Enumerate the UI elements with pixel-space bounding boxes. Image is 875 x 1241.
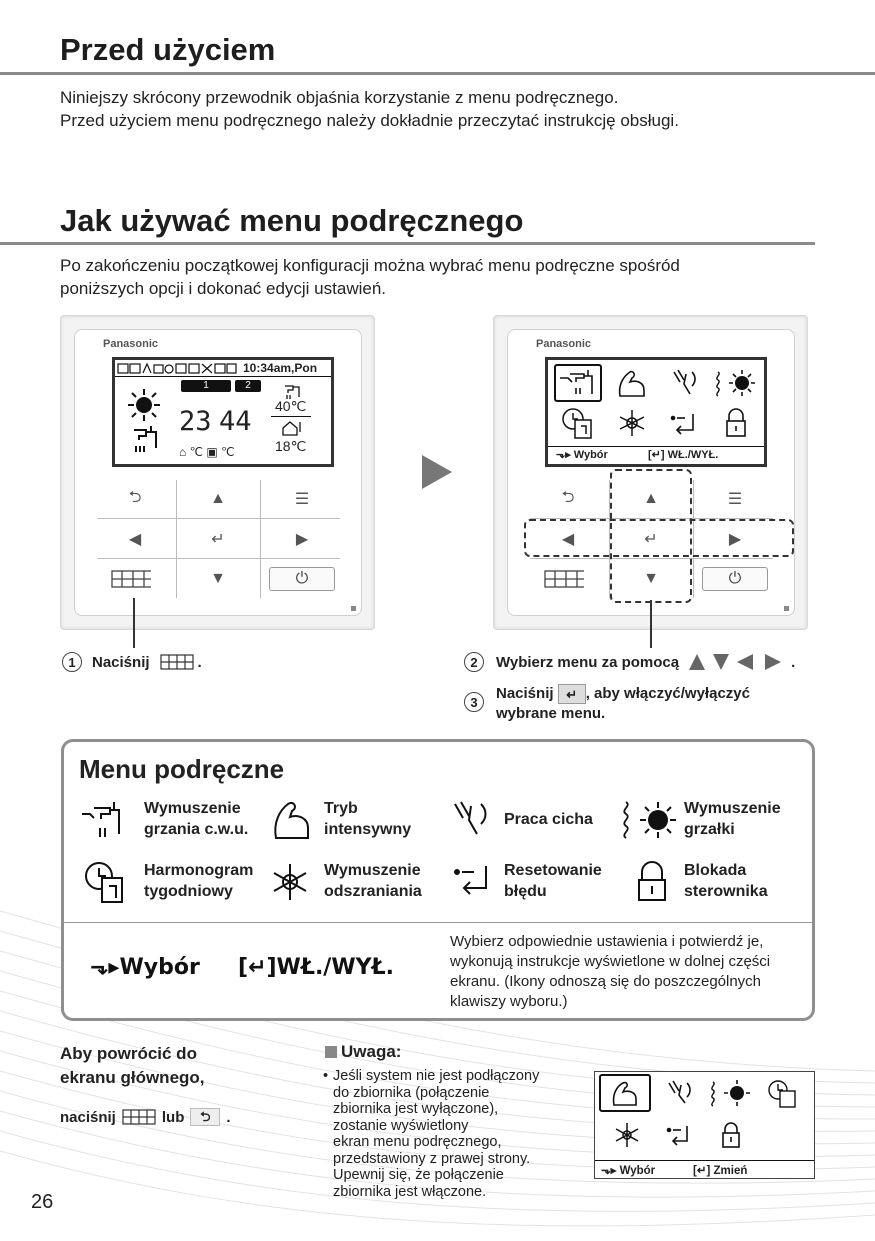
step-1: [62, 652, 202, 672]
power-button[interactable]: ⏻: [269, 567, 335, 591]
note-heading-text: Uwaga:: [341, 1042, 402, 1061]
menu-cell-lock: [707, 1116, 755, 1154]
howto-line-1: Po zakończeniu początkowej konfiguracji można wybrać menu podręczne spośród: [60, 256, 680, 275]
hint-select: ⬎▸ Wybór: [601, 1165, 656, 1177]
callout-line: [133, 598, 135, 648]
item-line: Tryb: [324, 800, 358, 817]
step-number: 3: [464, 692, 484, 712]
step-2: [464, 652, 795, 672]
menu-cell-lock: [712, 404, 760, 442]
status-led: [351, 606, 356, 611]
menu-cell-quiet: [660, 364, 708, 402]
item-line: Blokada: [684, 862, 747, 879]
item-lock-label: [684, 860, 768, 902]
tank-temp-value: 40: [275, 398, 291, 414]
howto-line-2: poniższych opcji i dokonać edycji ustawień.: [60, 279, 387, 298]
arrow-right-icon: [420, 453, 454, 491]
pad-line: [260, 480, 261, 598]
quiet-hand-icon: [664, 1079, 694, 1107]
quick-menu-icon: [122, 1109, 156, 1125]
button-pad: [97, 480, 340, 598]
intro-text: [60, 86, 840, 132]
unit-label: ℃: [189, 445, 204, 459]
return-title-line: Aby powrócić do: [60, 1044, 197, 1063]
status-icons-strip: [117, 362, 237, 376]
note-lines: [333, 1068, 593, 1200]
item-line: błędu: [504, 883, 547, 900]
item-line: grzałki: [684, 821, 735, 838]
outdoor-temp: [275, 438, 306, 455]
item-line: sterownika: [684, 883, 768, 900]
menu-cell-intensive: [599, 1074, 651, 1112]
note-line: ekran menu podręcznego,: [333, 1134, 502, 1150]
lock-icon: [630, 860, 674, 904]
screen-divider: [115, 376, 331, 377]
item-line: Wymuszenie: [684, 800, 781, 817]
quick-menu-icon: [160, 654, 194, 670]
back-button[interactable]: ⮌: [561, 488, 575, 506]
note-square-icon: [325, 1046, 337, 1058]
error-reset-icon: [669, 410, 699, 436]
hint-change-label: Zmień: [713, 1165, 748, 1177]
step-1-text: Naciśnij: [92, 653, 150, 671]
unit-label: ℃: [221, 445, 235, 459]
item-reset-label: [504, 860, 602, 902]
pad-line: [97, 558, 340, 559]
screen-divider: [548, 446, 764, 447]
remote-face: [74, 329, 362, 616]
up-button[interactable]: ▲: [643, 490, 659, 507]
enter-key-icon: ↵: [558, 684, 586, 704]
item-line: tygodniowy: [144, 883, 233, 900]
item-line: Wymuszenie: [324, 862, 421, 879]
note-line: Upewnij się, że połączenie: [333, 1167, 504, 1183]
item-line: intensywny: [324, 821, 412, 838]
menu-cell-weekly: [759, 1074, 807, 1112]
menu-cell-hot-water: [554, 364, 602, 402]
item-heater-label: [684, 798, 781, 840]
return-title: [60, 1042, 205, 1090]
menu-button[interactable]: ☰: [294, 491, 310, 508]
item-intensive-label: [324, 798, 411, 840]
error-reset-icon: [452, 860, 496, 904]
unit-label: ℃: [290, 438, 307, 454]
title-rule: [0, 242, 815, 245]
up-button[interactable]: ▲: [210, 490, 226, 507]
section-title-how-to-use: Jak używać menu podręcznego: [60, 203, 524, 238]
hint-toggle: [↵] WŁ./WYŁ.: [648, 449, 719, 461]
temp-zone2: 44: [219, 406, 252, 437]
arrow-keys-icon: [687, 652, 787, 672]
weekly-timer-icon: [561, 406, 595, 440]
outdoor-temp-value: 18: [275, 438, 291, 454]
power-button[interactable]: ⏻: [702, 567, 768, 591]
weekly-timer-icon: [84, 860, 128, 904]
return-text: naciśnij: [60, 1108, 116, 1126]
title-rule: [0, 72, 875, 75]
note-line: Jeśli system nie jest podłączony: [333, 1068, 540, 1084]
item-quiet-label: Praca cicha: [504, 811, 593, 828]
item-line: Resetowanie: [504, 862, 602, 879]
menu-cell-reset: [655, 1116, 703, 1154]
strong-arm-icon: [270, 798, 314, 842]
right-button[interactable]: ▶: [295, 531, 309, 548]
mini-quick-menu-screen: [594, 1071, 815, 1179]
quick-menu-button[interactable]: [111, 566, 151, 592]
back-icon: ⮌: [190, 1108, 220, 1126]
return-end: .: [226, 1108, 231, 1126]
pad-line: [97, 518, 340, 519]
item-dhw-label: [144, 798, 248, 840]
screen-divider: [595, 1160, 814, 1161]
step-3-text-c: wybrane menu.: [496, 705, 606, 723]
menu-cell-defrost: [603, 1116, 651, 1154]
section-title-before-use: Przed użyciem: [60, 32, 276, 67]
down-button[interactable]: ▼: [210, 570, 226, 587]
menu-cell-quiet: [655, 1074, 703, 1112]
menu-cell-reset: [660, 404, 708, 442]
step-3-text-a: Naciśnij: [496, 685, 554, 702]
panel-description: Wybierz odpowiednie ustawienia i potwierdź je, wykonują instrukcje wyświetlone w dolnej części ekranu. (Ikony odnoszą się do poszczególnych klawiszy wyboru.): [450, 933, 771, 1010]
menu-cell-defrost: [608, 404, 656, 442]
step-2-end: .: [791, 653, 796, 671]
defrost-icon: [268, 860, 312, 904]
item-defrost-label: [324, 860, 422, 902]
back-button[interactable]: ⮌: [128, 488, 142, 506]
menu-cell-heater: [707, 1074, 755, 1112]
screen-divider: [271, 416, 311, 417]
defrost-icon: [615, 407, 649, 439]
callout-line: [650, 600, 652, 648]
intro-line-2: Przed użyciem menu podręcznego należy dokładnie przeczytać instrukcję obsługi.: [60, 111, 679, 130]
item-line: Harmonogram: [144, 862, 254, 879]
zone-units: ⌂ ℃ ▣ ℃: [179, 445, 235, 459]
enter-button[interactable]: ↵: [211, 531, 225, 548]
hint-toggle-label: WŁ./WYŁ.: [667, 449, 719, 461]
note-line: przedstawiony z prawej strony.: [333, 1150, 531, 1167]
item-line: grzania c.w.u.: [144, 821, 249, 838]
note-line: do zbiornika (połączenie: [333, 1084, 490, 1101]
zone2-badge: 2: [235, 380, 261, 392]
note-heading: [325, 1042, 401, 1062]
defrost-icon: [612, 1121, 642, 1149]
quick-menu-icon: [111, 570, 151, 588]
note-line: zostanie wyświetlony: [333, 1117, 469, 1134]
step-2-text: Wybierz menu za pomocą: [496, 653, 680, 671]
unit-label: ℃: [290, 398, 307, 414]
hint-select-label: Wybór: [619, 1165, 656, 1177]
page-number: 26: [31, 1191, 54, 1213]
menu-button[interactable]: ☰: [727, 491, 743, 508]
intro-line-1: Niniejszy skrócony przewodnik objaśnia korzystanie z menu podręcznego.: [60, 88, 619, 107]
step-3-body: [496, 684, 816, 724]
hint-change: [↵] Zmień: [693, 1165, 748, 1177]
menu-cell-weekly: [554, 404, 602, 442]
menu-cell-heater: [712, 364, 760, 402]
enter-button[interactable]: ↵: [644, 531, 658, 548]
step-number: 1: [62, 652, 82, 672]
step-3-text-b: , aby włączyć/wyłączyć: [585, 685, 750, 702]
note-bullet: •: [323, 1068, 329, 1084]
hot-water-tap-icon: [80, 798, 124, 842]
strong-arm-icon: [616, 368, 648, 398]
legend-select-label: Wybór: [119, 955, 200, 980]
weekly-timer-icon: [767, 1078, 799, 1108]
error-reset-icon: [665, 1123, 693, 1147]
howto-text: [60, 254, 840, 300]
step-1-end: .: [197, 653, 202, 671]
lock-icon: [724, 408, 748, 438]
panel-divider: [64, 922, 812, 923]
return-instruction: [60, 1108, 231, 1126]
home-screen: [112, 357, 334, 467]
return-or: lub: [161, 1108, 185, 1126]
sun-icon: [127, 388, 161, 422]
return-title-line: ekranu głównego,: [60, 1068, 205, 1087]
hot-water-tap-icon: [558, 368, 598, 398]
tank-temp: [275, 398, 306, 415]
button-pad: [530, 480, 773, 598]
heater-sun-icon: [620, 798, 680, 842]
temp-zone1: 23: [179, 406, 212, 437]
highlight-horizontal-arrows: [524, 519, 794, 557]
remote-face: [507, 329, 795, 616]
brand-logo: Panasonic: [103, 338, 159, 350]
quiet-hand-icon: [668, 368, 700, 398]
clock-display: 10:34am,Pon: [243, 361, 318, 375]
left-button[interactable]: ◀: [128, 531, 142, 548]
right-button[interactable]: ▶: [728, 531, 742, 548]
item-weekly-label: [144, 860, 253, 902]
left-button[interactable]: ◀: [561, 531, 575, 548]
quick-menu-panel: [61, 739, 815, 1021]
status-led: [784, 606, 789, 611]
down-button[interactable]: ▼: [643, 570, 659, 587]
note-line: zbiornika jest włączone.: [333, 1183, 487, 1200]
step-number: 2: [464, 652, 484, 672]
tap-icon: [131, 424, 161, 454]
legend-toggle-label: WŁ./WYŁ.: [276, 955, 395, 980]
remote-controller-menu: [493, 315, 808, 630]
heater-sun-icon: [714, 368, 758, 398]
menu-cell-intensive: [608, 364, 656, 402]
quiet-hand-icon: [449, 798, 493, 842]
hint-select-label: Wybór: [573, 449, 608, 461]
quick-menu-icon: [544, 570, 584, 588]
brand-logo: Panasonic: [536, 338, 592, 350]
item-line: Wymuszenie: [144, 800, 241, 817]
lock-icon: [720, 1121, 742, 1149]
strong-arm-icon: [610, 1079, 640, 1107]
legend-select: ⬎▸Wybór: [90, 955, 200, 980]
quick-menu-screen: [545, 357, 767, 467]
panel-title: Menu podręczne: [79, 754, 285, 784]
note-line: zbiornika jest wyłączone),: [333, 1101, 499, 1117]
hint-select: ⬎▸ Wybór: [556, 449, 608, 461]
quick-menu-button[interactable]: [544, 566, 584, 592]
legend-toggle: [↵]WŁ./WYŁ.: [238, 955, 395, 980]
pad-line: [176, 480, 177, 598]
remote-controller-home: [60, 315, 375, 630]
zone1-badge: 1: [181, 380, 231, 392]
item-line: odszraniania: [324, 883, 422, 900]
house-thermometer-icon: [281, 420, 303, 436]
heater-sun-icon: [709, 1079, 753, 1107]
